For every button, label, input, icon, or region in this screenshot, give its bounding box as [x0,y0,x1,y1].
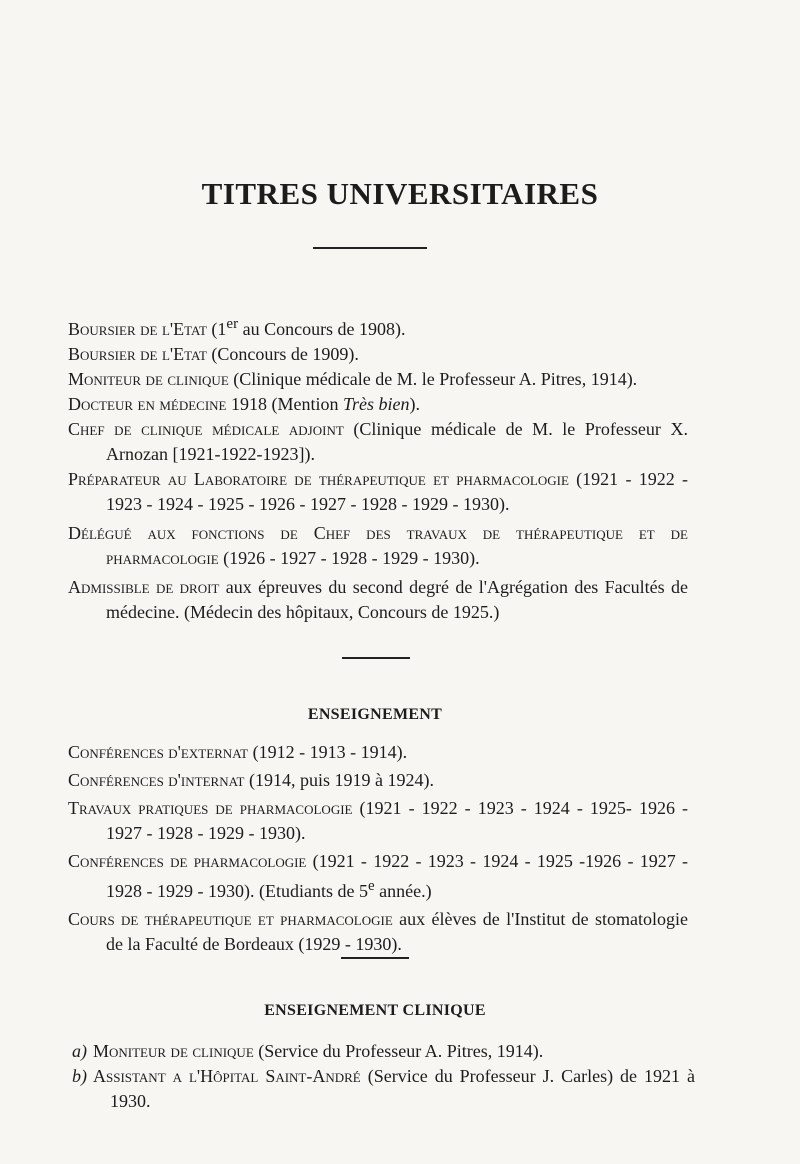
enseignement-lead: Conférences de pharmacologie [68,851,307,871]
clinique-item: a) Moniteur de clinique (Service du Professeur A. Pitres, 1914). [72,1041,544,1061]
titre-lead: Admissible de droit [68,577,220,597]
item-marker: a) [72,1041,87,1061]
enseignement-lead: Cours de thérapeutique et pharmacologie [68,909,393,929]
title-divider [313,247,427,249]
section-divider [342,657,410,659]
enseignement-item: Cours de thérapeutique et pharmacologie aux élèves de l'Institut de stomatologie de la Faculté de Bordeaux (1929 - 1930). [68,909,688,954]
enseignement-heading: ENSEIGNEMENT [307,706,443,723]
titre-lead: Moniteur de clinique [68,369,229,389]
enseignement-list [0,740,688,960]
titre-lead: Préparateur au Laboratoire de thérapeutique et pharmacologie [68,469,569,489]
titre-item: Délégué aux fonctions de Chef des travaux de thérapeutique et de pharmacologie (1926 - 1927 - 1928 - 1929 - 1930). [68,523,688,568]
enseignement-item: Conférences d'internat (1914, puis 1919 à 1924). [68,770,434,790]
titre-item: Boursier de l'Etat (Concours de 1909). [68,344,359,364]
enseignement-lead: Conférences d'internat [68,770,245,790]
clinique-lead: Moniteur de clinique [93,1041,254,1061]
page-title: TITRES UNIVERSITAIRES [201,176,599,211]
titre-lead: Chef de clinique médicale adjoint [68,419,344,439]
titre-lead: Boursier de l'Etat [68,319,207,339]
titre-item: Préparateur au Laboratoire de thérapeutique et pharmacologie (1921 - 1922 - 1923 - 1924 - 1925 - 1926 - 1927 - 1928 - 1929 - 1930). [68,469,688,514]
enseignement-item: Travaux pratiques de pharmacologie (1921 - 1922 - 1923 - 1924 - 1925- 1926 - 1927 - 1928 - 1929 - 1930). [68,798,688,843]
titre-lead: Délégué aux fonctions de Chef des travaux de thérapeutique et de pharmacologie [68,523,688,568]
titre-item: Chef de clinique médicale adjoint (Clinique médicale de M. le Professeur X. Arnozan [1921-1922-1923]). [68,419,689,464]
enseignement-lead: Conférences d'externat [68,742,249,762]
clinique-item: b) Assistant a l'Hôpital Saint-André (Service du Professeur J. Carles) de 1921 à 1930. [72,1066,695,1111]
enseignement-item: Conférences de pharmacologie (1921 - 1922 - 1923 - 1924 - 1925 -1926 - 1927 - 1928 - 1929 - 1930). (Etudiants de 5e année.) [68,851,689,901]
titre-item: Docteur en médecine 1918 (Mention Très bien). [68,394,421,414]
item-marker: b) [72,1066,87,1086]
titre-item: Moniteur de clinique (Clinique médicale de M. le Professeur A. Pitres, 1914). [68,369,638,389]
enseignement-lead: Travaux pratiques de pharmacologie [68,798,353,818]
titres-list [0,312,688,625]
clinique-lead: Assistant a l'Hôpital Saint-André [93,1066,361,1086]
titre-lead: Boursier de l'Etat [68,344,207,364]
titre-lead: Docteur en médecine [68,394,227,414]
titre-item: Admissible de droit aux épreuves du second degré de l'Agrégation des Facultés de médecine. (Médecin des hôpitaux, Concours de 1925.) [68,577,688,622]
enseignement-item: Conférences d'externat (1912 - 1913 - 1914). [68,742,408,762]
enseignement-clinique-heading: ENSEIGNEMENT CLINIQUE [264,1002,486,1019]
enseignement-clinique-list [0,1039,695,1114]
titre-item: Boursier de l'Etat (1er au Concours de 1908). [68,316,406,339]
section-divider [341,957,409,959]
